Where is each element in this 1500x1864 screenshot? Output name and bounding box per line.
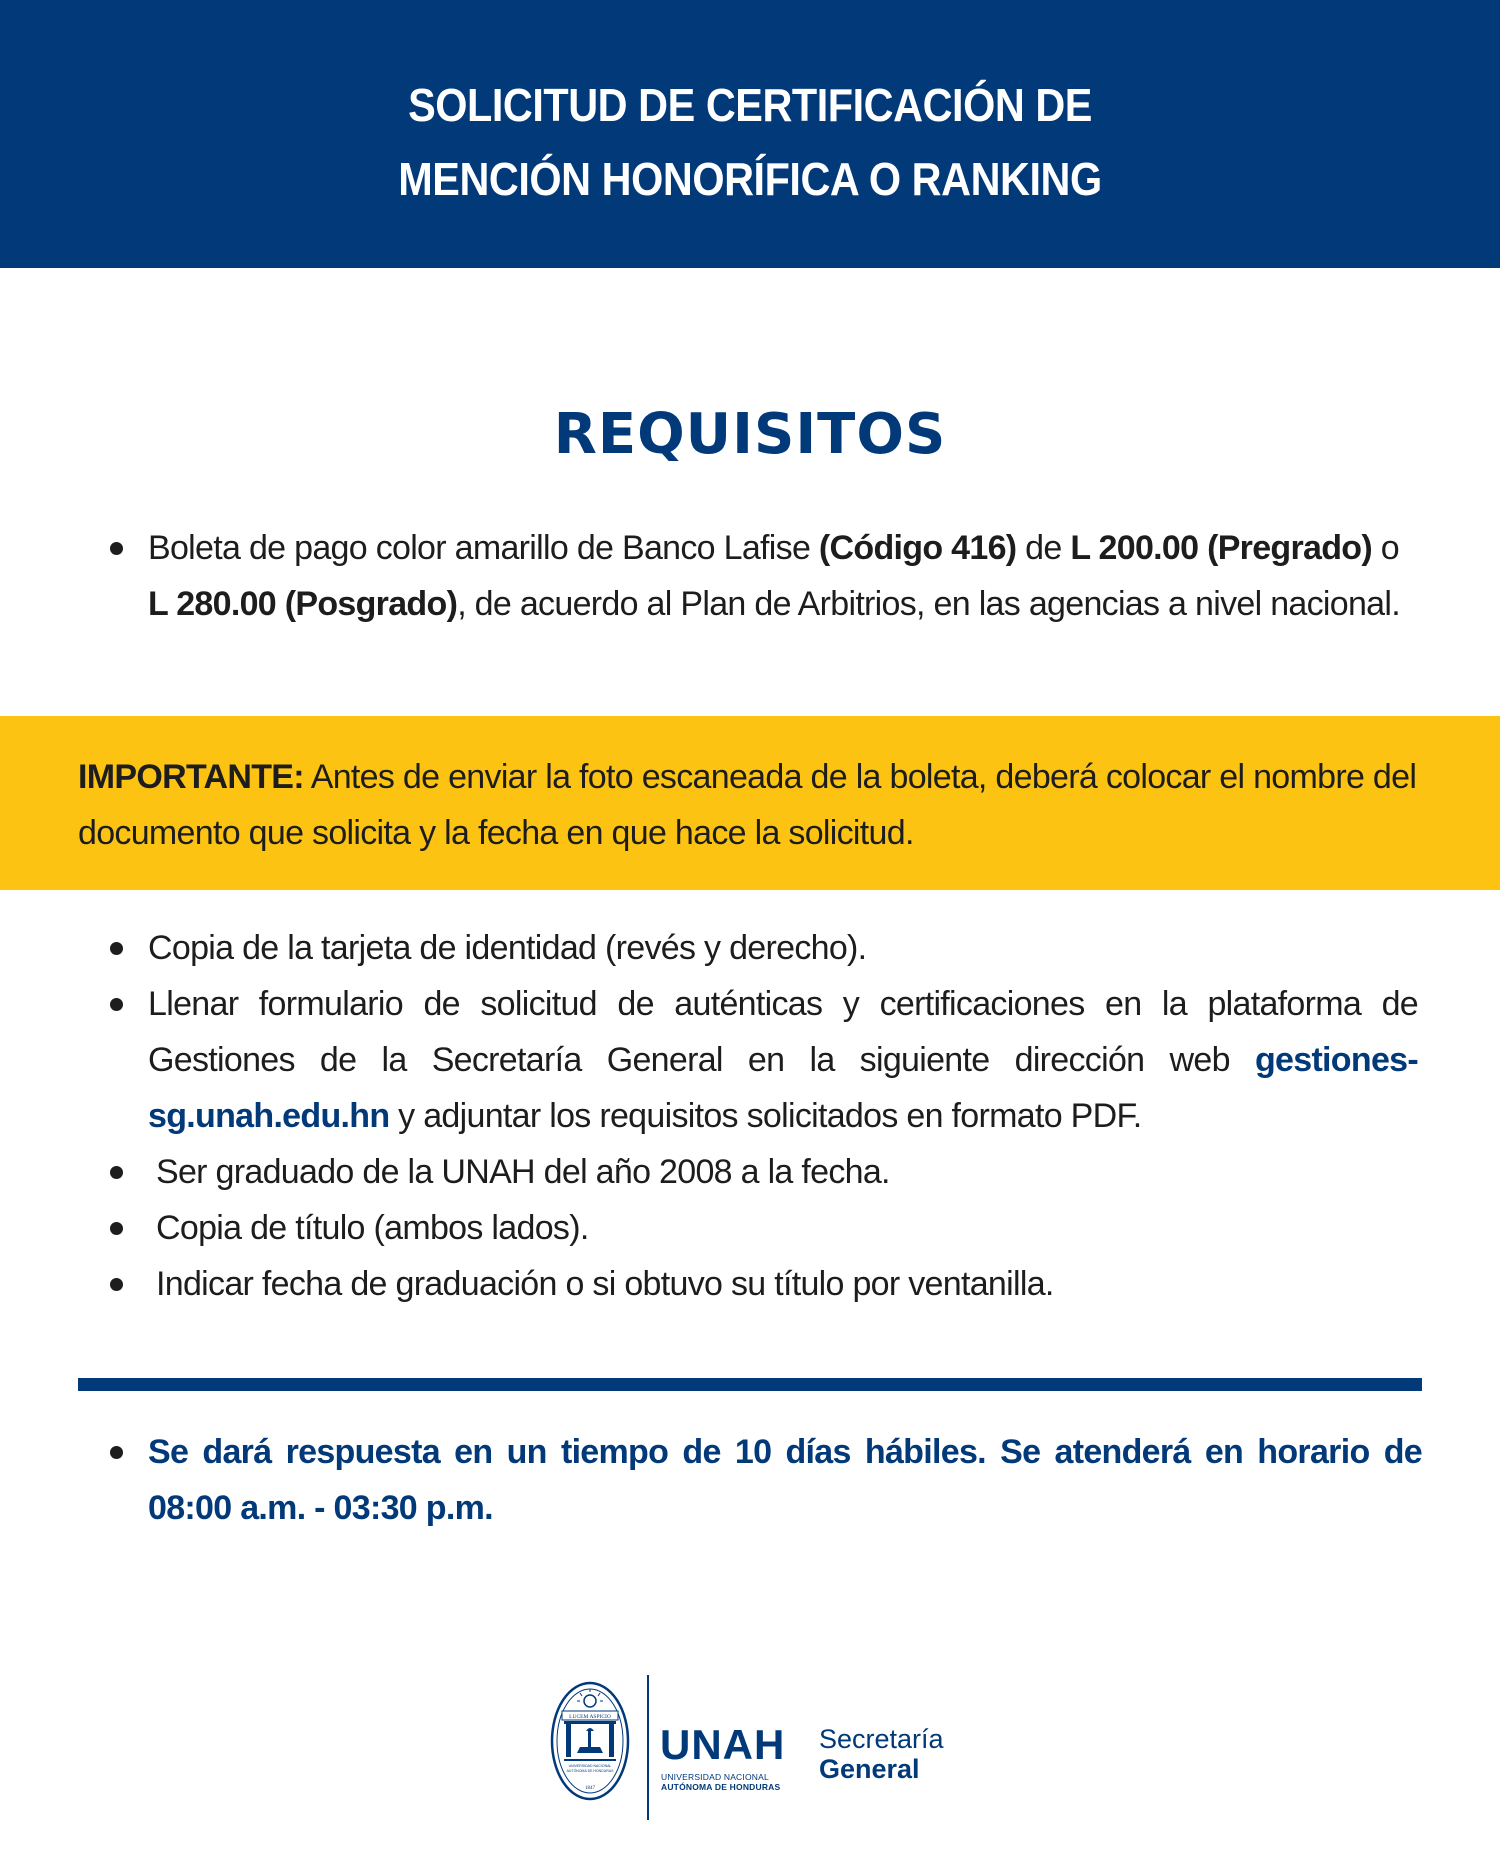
unah-subtitle bbox=[661, 1772, 791, 1792]
bullet-icon bbox=[110, 1278, 123, 1291]
important-notice bbox=[0, 716, 1500, 890]
list-item-payment bbox=[78, 520, 1418, 632]
seal-year: 1847 bbox=[585, 1786, 595, 1791]
bullet-icon bbox=[110, 1446, 123, 1459]
title-copy-text: Copia de título (ambos lados). bbox=[156, 1209, 589, 1247]
payment-text: o bbox=[1372, 529, 1399, 567]
id-copy-text: Copia de la tarjeta de identidad (revés y derecho). bbox=[148, 929, 867, 967]
payment-amount-posgrado: L 280.00 (Posgrado) bbox=[148, 585, 458, 623]
office-name-line2: General bbox=[819, 1754, 920, 1784]
note-text: Se dará respuesta en un tiempo de 10 días hábiles. Se atenderá en horario de 08:00 a.m. - 03:30 p.m. bbox=[148, 1433, 1422, 1527]
office-name bbox=[819, 1724, 944, 1784]
bullet-icon bbox=[110, 1166, 123, 1179]
bullet-icon bbox=[110, 542, 123, 555]
gestiones-link[interactable]: gestiones-sg.unah.edu.hn bbox=[148, 1041, 1418, 1135]
office-name-line1: Secretaría bbox=[819, 1724, 944, 1754]
list-item-graduation-date bbox=[78, 1256, 1418, 1312]
graduation-date-text: Indicar fecha de graduación o si obtuvo su título por ventanilla. bbox=[156, 1265, 1054, 1303]
header-banner bbox=[0, 0, 1500, 268]
form-text: Llenar formulario de solicitud de auténticas y certificaciones en la plataforma de Gestiones de la Secretaría General en la siguiente dirección web bbox=[148, 985, 1418, 1079]
graduate-text: Ser graduado de la UNAH del año 2008 a la fecha. bbox=[156, 1153, 890, 1191]
requirements-heading: REQUISITOS bbox=[553, 402, 947, 467]
unah-subtitle-line2: AUTÓNOMA DE HONDURAS bbox=[661, 1782, 781, 1792]
unah-wordmark: UNAH bbox=[660, 1721, 786, 1768]
seal-motto: LUCEM ASPICIO bbox=[569, 1714, 611, 1720]
seal-text-line1: UNIVERSIDAD NACIONAL bbox=[568, 1764, 612, 1768]
bullet-icon bbox=[110, 942, 123, 955]
important-body: Antes de enviar la foto escaneada de la boleta, deberá colocar el nombre del documento que solicita y la fecha en que hace la solicitud. bbox=[78, 758, 1417, 852]
divider bbox=[78, 1378, 1422, 1391]
payment-code: (Código 416) bbox=[818, 529, 1017, 567]
seal-text-line2: AUTÓNOMA DE HONDURAS bbox=[566, 1769, 614, 1773]
payment-text: Boleta de pago color amarillo de Banco Lafise bbox=[148, 529, 819, 567]
list-item-note bbox=[78, 1424, 1422, 1536]
footer-divider bbox=[647, 1675, 649, 1820]
page-title-line2: MENCIÓN HONORÍFICA O RANKING bbox=[398, 153, 1102, 205]
list-item-form bbox=[78, 976, 1418, 1144]
note-list bbox=[78, 1424, 1422, 1536]
unah-subtitle-line1: UNIVERSIDAD NACIONAL bbox=[661, 1772, 769, 1782]
important-label: IMPORTANTE: bbox=[78, 758, 304, 796]
page-title-line1: SOLICITUD DE CERTIFICACIÓN DE bbox=[408, 79, 1092, 131]
form-text: y adjuntar los requisitos solicitados en formato PDF. bbox=[389, 1097, 1142, 1135]
payment-amount-pregrado: L 200.00 (Pregrado) bbox=[1070, 529, 1372, 567]
requirements-list bbox=[78, 920, 1418, 1312]
unah-seal-icon bbox=[550, 1681, 630, 1801]
page-title bbox=[75, 68, 1425, 216]
payment-text: de bbox=[1016, 529, 1071, 567]
payment-text: , de acuerdo al Plan de Arbitrios, en las agencias a nivel nacional. bbox=[457, 585, 1400, 623]
list-item-id-copy bbox=[78, 920, 1418, 976]
bullet-icon bbox=[110, 998, 123, 1011]
list-item-title-copy bbox=[78, 1200, 1418, 1256]
footer-logo bbox=[550, 1675, 970, 1825]
list-item-graduate bbox=[78, 1144, 1418, 1200]
bullet-icon bbox=[110, 1222, 123, 1235]
requirements-list-payment bbox=[78, 520, 1418, 632]
important-text bbox=[78, 749, 1428, 861]
